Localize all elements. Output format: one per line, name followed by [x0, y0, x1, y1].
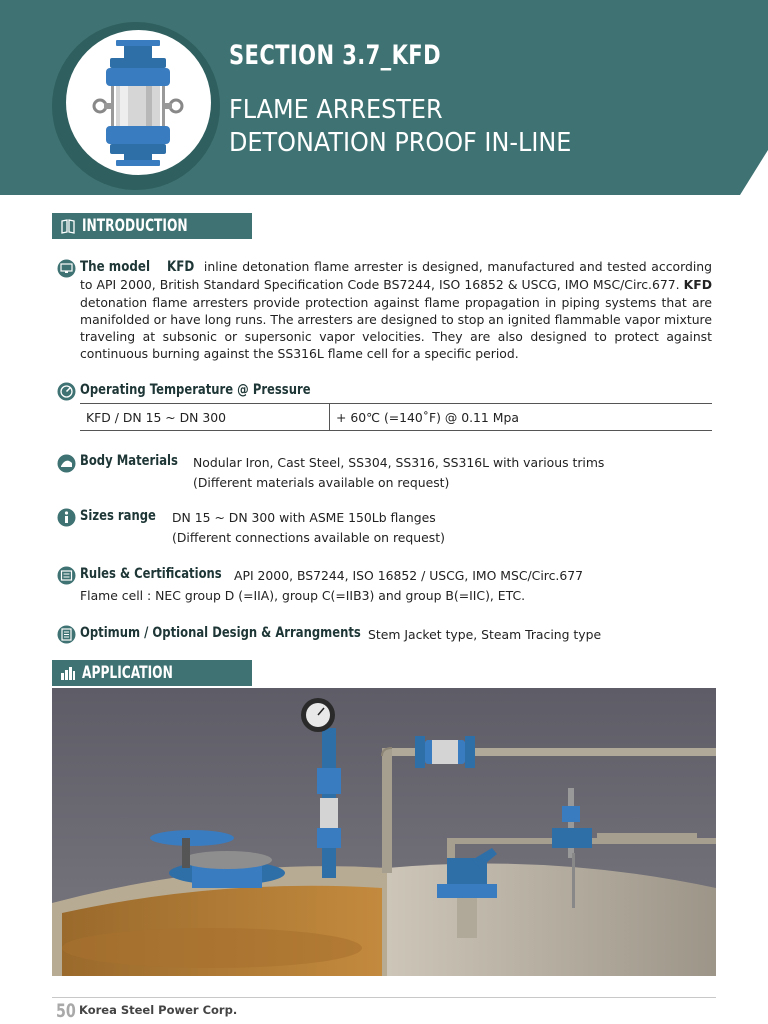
sizes-heading: Sizes range [80, 508, 156, 524]
sizes-line2: (Different connections available on request) [172, 530, 445, 545]
optimum-line1: Stem Jacket type, Steam Tracing type [368, 627, 602, 642]
factory-icon [60, 665, 76, 681]
introduction-heading-bar [52, 213, 252, 239]
document-icon [57, 625, 76, 644]
application-heading: APPLICATION [82, 663, 173, 683]
company-name: Korea Steel Power Corp. [79, 1003, 238, 1017]
application-illustration [52, 688, 716, 976]
rules-line2: Flame cell : NEC group D (=IIA), group C(=IIB3) and group B(=IIC), ETC. [80, 588, 526, 603]
introduction-heading: INTRODUCTION [82, 216, 188, 236]
certificate-icon [57, 566, 76, 585]
application-heading-bar [52, 660, 252, 686]
info-icon [57, 508, 76, 527]
operating-model-range: KFD / DN 15 ~ DN 300 [80, 404, 330, 430]
body-materials-line1: Nodular Iron, Cast Steel, SS304, SS316, SS316L with various trims [193, 455, 605, 470]
body-materials-line2: (Different materials available on request) [193, 475, 450, 490]
section-title: SECTION 3.7_KFD [229, 40, 441, 71]
rules-line1: API 2000, BS7244, ISO 16852 / USCG, IMO MSC/Circ.677 [234, 568, 583, 583]
intro-text-2: detonation flame arresters provide protection against flame propagation in piping systems that are manifolded or have long runs. The arresters are designed to stop an ignited flammable vapor mixture traveling at subsonic or supersonic vapor velocities. They are also designed to protect against continuous burning against the SS316L flame cell for a specific period. [80, 294, 712, 362]
monitor-icon [57, 259, 76, 278]
rules-heading: Rules & Certifications [80, 566, 222, 582]
operating-heading: Operating Temperature @ Pressure [80, 382, 311, 398]
page-number: 50 [56, 1000, 76, 1022]
flame-arrester-product-icon [66, 30, 211, 175]
sizes-line1: DN 15 ~ DN 300 with ASME 150Lb flanges [172, 510, 436, 525]
intro-text-1: inline detonation flame arrester is designed, manufactured and tested according to API 2000, British Standard Specification Code BS7244, ISO 16852 & USCG, IMO MSC/Circ.677. [80, 259, 712, 293]
product-photo [66, 30, 211, 175]
operating-table [80, 403, 712, 431]
material-icon [57, 454, 76, 473]
optimum-heading: Optimum / Optional Design & Arrangments [80, 625, 361, 641]
gauge-icon [57, 382, 76, 401]
footer-divider [52, 997, 716, 998]
operating-value: + 60℃ (=140˚F) @ 0.11 Mpa [336, 410, 519, 425]
product-title-line2: DETONATION PROOF IN-LINE [229, 128, 572, 158]
book-icon [60, 218, 76, 234]
kfd-bold: KFD [683, 277, 712, 293]
model-code: KFD [167, 259, 195, 275]
tank-piping-illustration [52, 688, 716, 976]
introduction-paragraph [80, 258, 712, 363]
product-title-line1: FLAME ARRESTER [229, 95, 443, 125]
body-materials-heading: Body Materials [80, 453, 178, 469]
model-label: The model [80, 259, 151, 275]
